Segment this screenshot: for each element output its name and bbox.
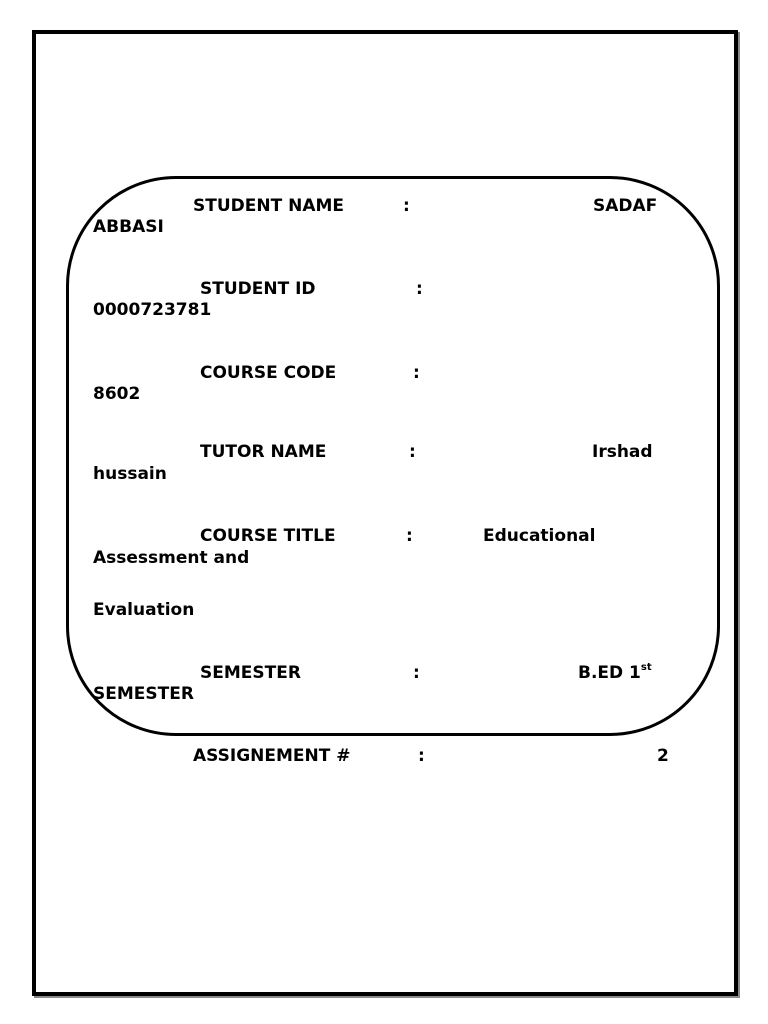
tutor-name-colon: : <box>409 442 416 462</box>
course-code-colon: : <box>413 363 420 383</box>
course-code-value: 8602 <box>93 384 141 404</box>
assignment-label: ASSIGNEMENT # <box>193 746 351 766</box>
student-name-label: STUDENT NAME <box>193 196 345 216</box>
student-id-colon: : <box>416 279 423 299</box>
course-title-value-third: Evaluation <box>93 600 195 620</box>
semester-value-last: SEMESTER <box>93 684 194 704</box>
tutor-name-value-last: hussain <box>93 464 167 484</box>
student-name-value-last: ABBASI <box>93 217 164 237</box>
assignment-value: 2 <box>657 746 669 766</box>
student-name-colon: : <box>403 196 410 216</box>
semester-value-text: B.ED 1 <box>578 663 641 683</box>
semester-colon: : <box>413 663 420 683</box>
semester-value <box>578 663 652 684</box>
course-title-value-second: Assessment and <box>93 548 250 568</box>
tutor-name-label: TUTOR NAME <box>200 442 327 462</box>
assignment-colon: : <box>418 746 425 766</box>
tutor-name-value-first: Irshad <box>592 442 653 462</box>
semester-label: SEMESTER <box>200 663 301 683</box>
course-title-label: COURSE TITLE <box>200 526 336 546</box>
student-name-value-first: SADAF <box>593 196 658 216</box>
semester-value-superscript: st <box>640 662 652 673</box>
course-title-colon: : <box>406 526 413 546</box>
course-code-label: COURSE CODE <box>200 363 337 383</box>
student-id-label: STUDENT ID <box>200 279 316 299</box>
student-id-value: 0000723781 <box>93 300 212 320</box>
course-title-value-first: Educational <box>483 526 596 546</box>
